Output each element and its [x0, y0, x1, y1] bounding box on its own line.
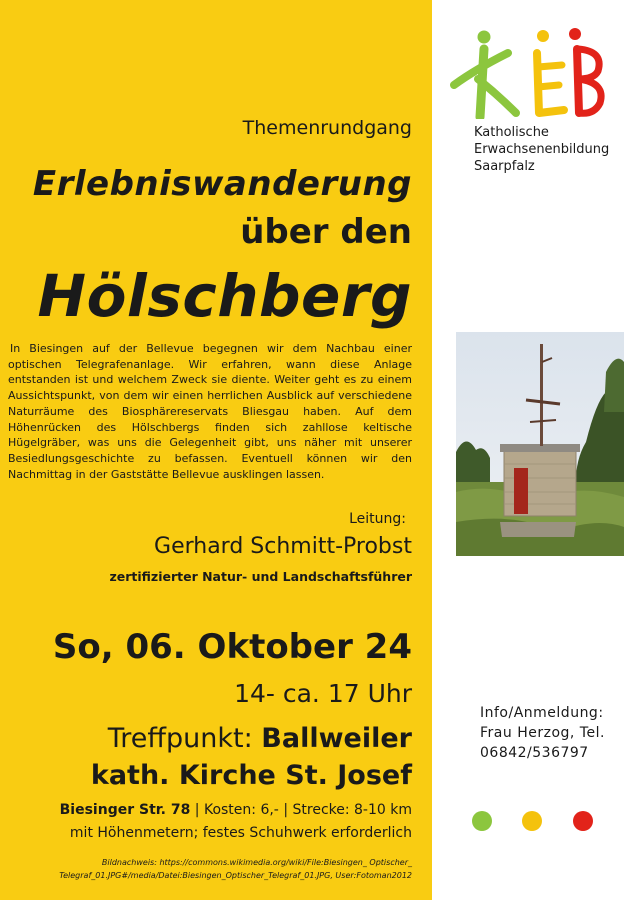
event-note: mit Höhenmetern; festes Schuhwerk erforderlich: [69, 825, 412, 841]
event-subtitle: Themenrundgang: [242, 117, 412, 139]
leader-label: Leitung:: [349, 511, 406, 527]
meeting-point: [0, 723, 412, 754]
contact-info: [480, 703, 605, 763]
leader-name: Gerhard Schmitt-Probst: [154, 534, 412, 559]
telegraph-photo: [456, 332, 624, 556]
red-dot: [573, 811, 593, 831]
event-date: So, 06. Oktober 24: [52, 627, 412, 667]
org-line-3: Saarpfalz: [474, 159, 535, 174]
event-distance: Strecke: 8-10 km: [292, 802, 412, 818]
event-cost: Kosten: 6,-: [203, 802, 279, 818]
image-credit: [0, 856, 412, 882]
org-line-2: Erwachsenenbildung: [474, 142, 610, 157]
event-address: Biesinger Str. 78: [59, 802, 191, 818]
green-dot: [472, 811, 492, 831]
title-line-3: Hölschberg: [37, 262, 412, 330]
meeting-location: kath. Kirche St. Josef: [90, 760, 412, 791]
title-line-2: über den: [240, 212, 412, 252]
keb-logo: [448, 27, 608, 119]
yellow-dot: [522, 811, 542, 831]
contact-line-3: 06842/536797: [480, 745, 589, 761]
leader-qualification: zertifizierter Natur- und Landschaftsführer: [109, 569, 412, 584]
contact-line-1: Info/Anmeldung:: [480, 705, 604, 721]
credit-line-2: Telegraf_01.JPG#/media/Datei:Biesingen_Optischer_Telegraf_01.JPG, User:Fotoman2012: [59, 871, 412, 880]
contact-line-2: Frau Herzog, Tel.: [480, 725, 605, 741]
org-line-1: Katholische: [474, 125, 549, 140]
meeting-place: Ballweiler: [261, 723, 412, 754]
credit-line-1: Bildnachweis: https://commons.wikimedia.org/wiki/File:Biesingen_ Optischer_: [101, 858, 412, 867]
meeting-label: Treffpunkt:: [107, 723, 253, 754]
event-time: 14- ca. 17 Uhr: [234, 679, 412, 708]
event-description: In Biesingen auf der Bellevue begegnen wir dem Nachbau einer optischen Telegrafenanlage. Wir erfahren, wann diese Anlage entstanden ist und welchem Zweck sie diente. Weiter geht es zu einem Aussichtspunkt, von dem wir einen herrlichen Ausblick auf verschiedene Naturräume des Biosphärereservats Bliesgau haben. Auf dem Höhenrücken des Hölschbergs finden sich zahllose keltische Hügelgräber, was uns die Gelegenheit gibt, uns näher mit unserer Besiedlungsgeschichte zu befassen. Eventuell können wir den Nachmittag in der Gaststätte Bellevue ausklingen lassen.: [8, 342, 412, 481]
event-details: Biesinger Str. 78 | Kosten: 6,- | Strecke: 8-10 km: [59, 802, 412, 818]
organization-name: [474, 124, 609, 175]
title-line-1: Erlebniswanderung: [32, 164, 412, 204]
